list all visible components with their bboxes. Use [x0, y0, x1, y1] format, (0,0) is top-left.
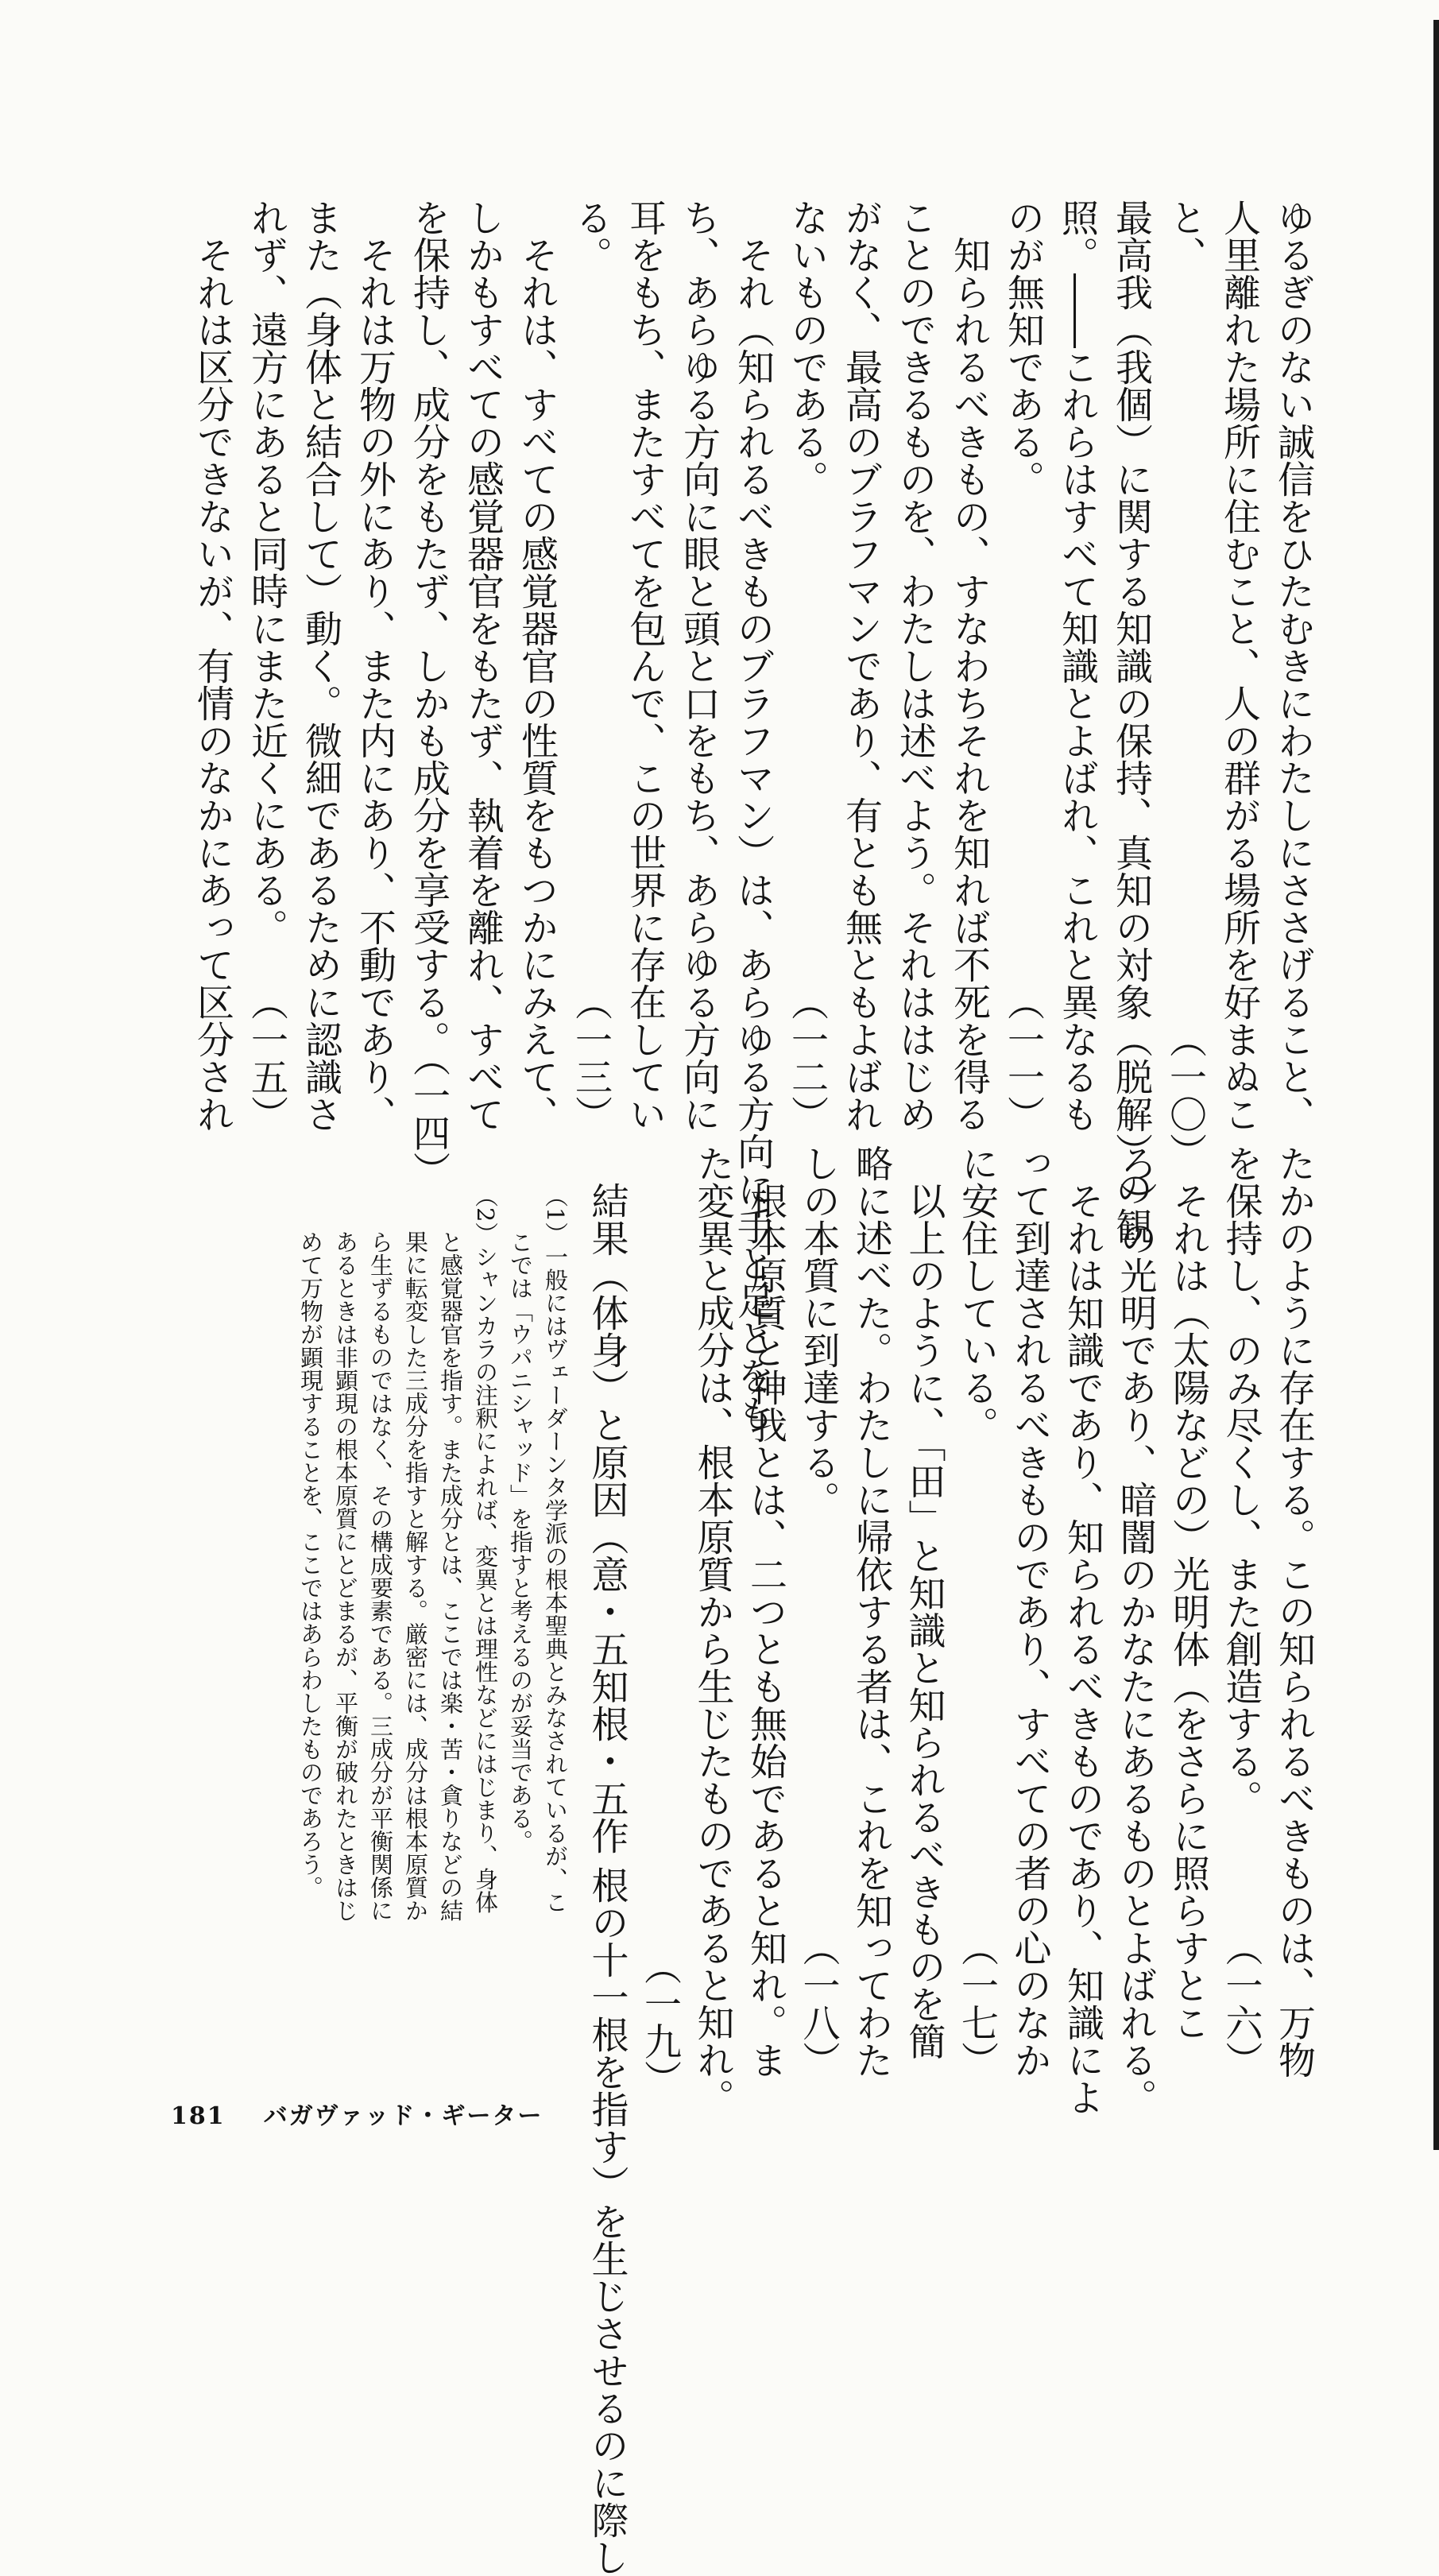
main-text-upper: ゆるぎのない誠信をひたむきにわたしにささげること、 人里離れた場所に住むこと、人の群がる場所を好まぬこ と、 （一〇） 最高我（我個）に関する知識の保持、真知の対象（脱解）の観 照。――これらはすべて知識とよばれ、これと異なるも のが無知である。 （一一） 知られるべきもの、すなわちそれを知れば不死を得る ことのできるものを、わたしは述べよう。それははじめ がなく、最高のブラフマンであり、有とも無ともよばれ ないものである。 （一二） それ（知られるべきものブラフマン）は、あらゆる方向に手と足とをも ち、あらゆる方向に眼と頭と口をもち、あらゆる方向に 耳をもち、またすべてを包んで、この世界に存在してい る。 （一三） それは、すべての感覚器官の性質をもつかにみえて、 しかもすべての感覚器官をもたず、執着を離れ、すべて を保持し、成分をもたず、しかも成分を享受する。（一四） それは万物の外にあり、また内にあり、不動であり、 また（身体と結合して）動く。微細であるために認識さ れず、遠方にあると同時にまた近くにある。 （一五） それは区分できないが、有情のなかにあって区分され [191, 199, 1315, 1431]
page-number: 181 [171, 2102, 226, 2130]
running-title: バガヴァッド・ギーター [263, 2102, 543, 2130]
main-text-lower: たかのように存在する。この知られるべきものは、万物 を保持し、のみ尽くし、また創造する。 （一六） それは（太陽などの）光明体（をさらに照らすとこ ろ）の光明であり、暗闇のかなたにあるものとよばれる。 それは知識であり、知られるべきものであり、知識によ って到達されるべきものであり、すべての者の心のなか に安住している。 （一七） 以上のように、「田」と知識と知られるべきものを簡 略に述べた。わたしに帰依する者は、これを知ってわた しの本質に到達する。 （一八） 根本原質と神我とは、二つとも無始であると知れ。ま た変異と成分は、根本原質から生じたものであると知れ。 （一九） 結果（体身）と原因（意・五知根・五作 根の十一根を指す）を生じさせるのに際し [585, 1145, 1316, 2576]
footnotes: （1）一般にはヴェーダーンタ学派の根本聖典とみなされているが、こ こでは「ウパニシャッド」を指すと考えるのが妥当である。 （2）シャンカラの注釈によれば、変異とは理性などにはじまり、身体 と感覚器官を指す。また成分とは、ここでは楽・苦・貪りなどの結 果に転変した三成分を指すと解する。厳密には、成分は根本原質か ら生ずるものではなく、その構成要素である。三成分が平衡関係に あるときは非顕現の根本原質にとどまるが、平衡が破れたときはじ めて万物が顕現することを、ここではあらわしたものであろう。 [297, 1184, 569, 1922]
binding-edge [1433, 20, 1439, 2150]
running-footer [171, 2096, 543, 2131]
